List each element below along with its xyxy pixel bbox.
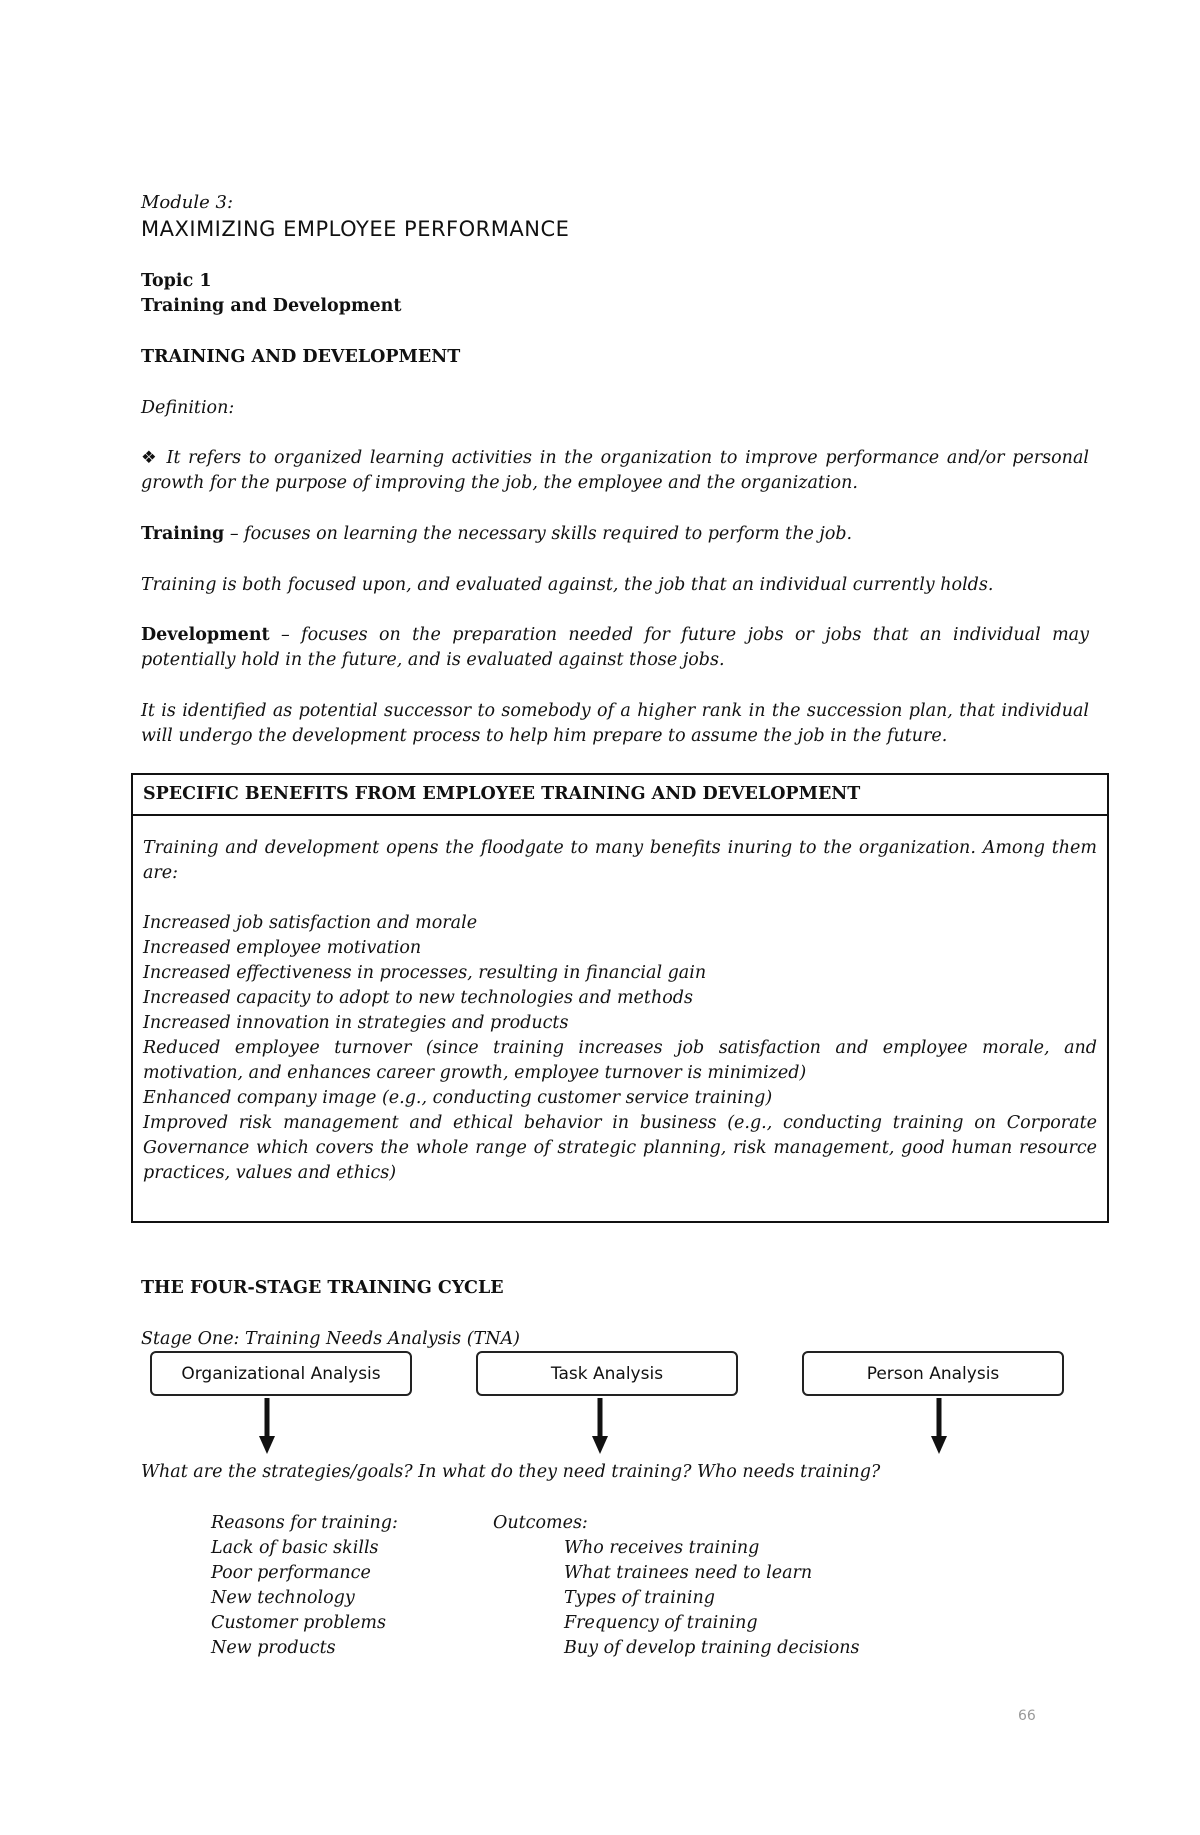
outcome-item: What trainees need to learn — [564, 1563, 813, 1583]
stage-one-label: Stage One: Training Needs Analysis (TNA) — [141, 1329, 520, 1349]
down-arrow-icon — [592, 1398, 608, 1454]
diamond-bullet-icon: ❖ — [141, 448, 159, 468]
benefit-item: Reduced employee turnover (since training increases job satisfaction and employee morale, and motivation, and enhances career growth, employee turnover is minimized) — [143, 1038, 1097, 1083]
topic-number: Topic 1 — [141, 271, 212, 291]
cycle-heading: THE FOUR-STAGE TRAINING CYCLE — [141, 1278, 504, 1298]
tna-questions: What are the strategies/goals? In what do they need training? Who needs training? — [141, 1462, 881, 1482]
topic-name: Training and Development — [141, 296, 402, 316]
section-heading: TRAINING AND DEVELOPMENT — [141, 347, 461, 367]
development-paragraph — [141, 623, 1089, 673]
organizational-analysis-box: Organizational Analysis — [150, 1351, 412, 1396]
outcome-item: Who receives training — [564, 1538, 760, 1558]
reasons-label: Reasons for training: — [211, 1513, 398, 1533]
page-number: 66 — [1018, 1708, 1036, 1724]
benefit-item: Increased capacity to adopt to new technologies and methods — [143, 988, 693, 1008]
module-label: Module 3: — [141, 192, 234, 213]
benefits-intro: Training and development opens the floodgate to many benefits inuring to the organization. Among them are: — [143, 838, 1097, 883]
person-analysis-box: Person Analysis — [802, 1351, 1064, 1396]
training-definition: – focuses on learning the necessary skills required to perform the job. — [224, 524, 853, 544]
training-note: Training is both focused upon, and evaluated against, the job that an individual currently holds. — [141, 575, 994, 595]
benefit-item: Enhanced company image (e.g., conducting customer service training) — [143, 1088, 773, 1108]
benefit-item: Increased job satisfaction and morale — [143, 913, 478, 933]
task-analysis-box: Task Analysis — [476, 1351, 738, 1396]
development-note: It is identified as potential successor to somebody of a higher rank in the succession plan, that individual will undergo the development process to help him prepare to assume the job in the future. — [141, 701, 1089, 746]
reason-item: New technology — [211, 1588, 355, 1608]
module-title: MAXIMIZING EMPLOYEE PERFORMANCE — [141, 217, 570, 241]
training-paragraph — [141, 522, 1089, 547]
outcomes-label: Outcomes: — [493, 1513, 588, 1533]
definition-paragraph — [141, 446, 1089, 496]
benefits-box — [131, 773, 1109, 1223]
development-definition: – focuses on the preparation needed for future jobs or jobs that an individual may potentially hold in the future, and is evaluated against those jobs. — [141, 625, 1089, 670]
outcome-item: Frequency of training — [564, 1613, 758, 1633]
reason-item: Customer problems — [211, 1613, 386, 1633]
down-arrow-icon — [259, 1398, 275, 1454]
reason-item: Poor performance — [211, 1563, 371, 1583]
benefit-item: Increased effectiveness in processes, resulting in financial gain — [143, 963, 707, 983]
benefits-heading: SPECIFIC BENEFITS FROM EMPLOYEE TRAINING AND DEVELOPMENT — [133, 775, 1107, 816]
training-term: Training — [141, 524, 225, 544]
reason-item: Lack of basic skills — [211, 1538, 379, 1558]
development-term: Development — [141, 625, 270, 645]
benefit-item: Increased employee motivation — [143, 938, 422, 958]
outcome-item: Buy of develop training decisions — [564, 1638, 860, 1658]
benefit-item: Increased innovation in strategies and products — [143, 1013, 569, 1033]
definition-label: Definition: — [141, 398, 235, 418]
reason-item: New products — [211, 1638, 336, 1658]
benefits-body — [133, 816, 1107, 1186]
benefit-item: Improved risk management and ethical behavior in business (e.g., conducting training on Corporate Governance which covers the whole range of strategic planning, risk management, good human resource practices, values and ethics) — [143, 1113, 1097, 1183]
down-arrow-icon — [931, 1398, 947, 1454]
outcome-item: Types of training — [564, 1588, 716, 1608]
definition-text: It refers to organized learning activities in the organization to improve performance and/or personal growth for the purpose of improving the job, the employee and the organization. — [141, 448, 1089, 493]
